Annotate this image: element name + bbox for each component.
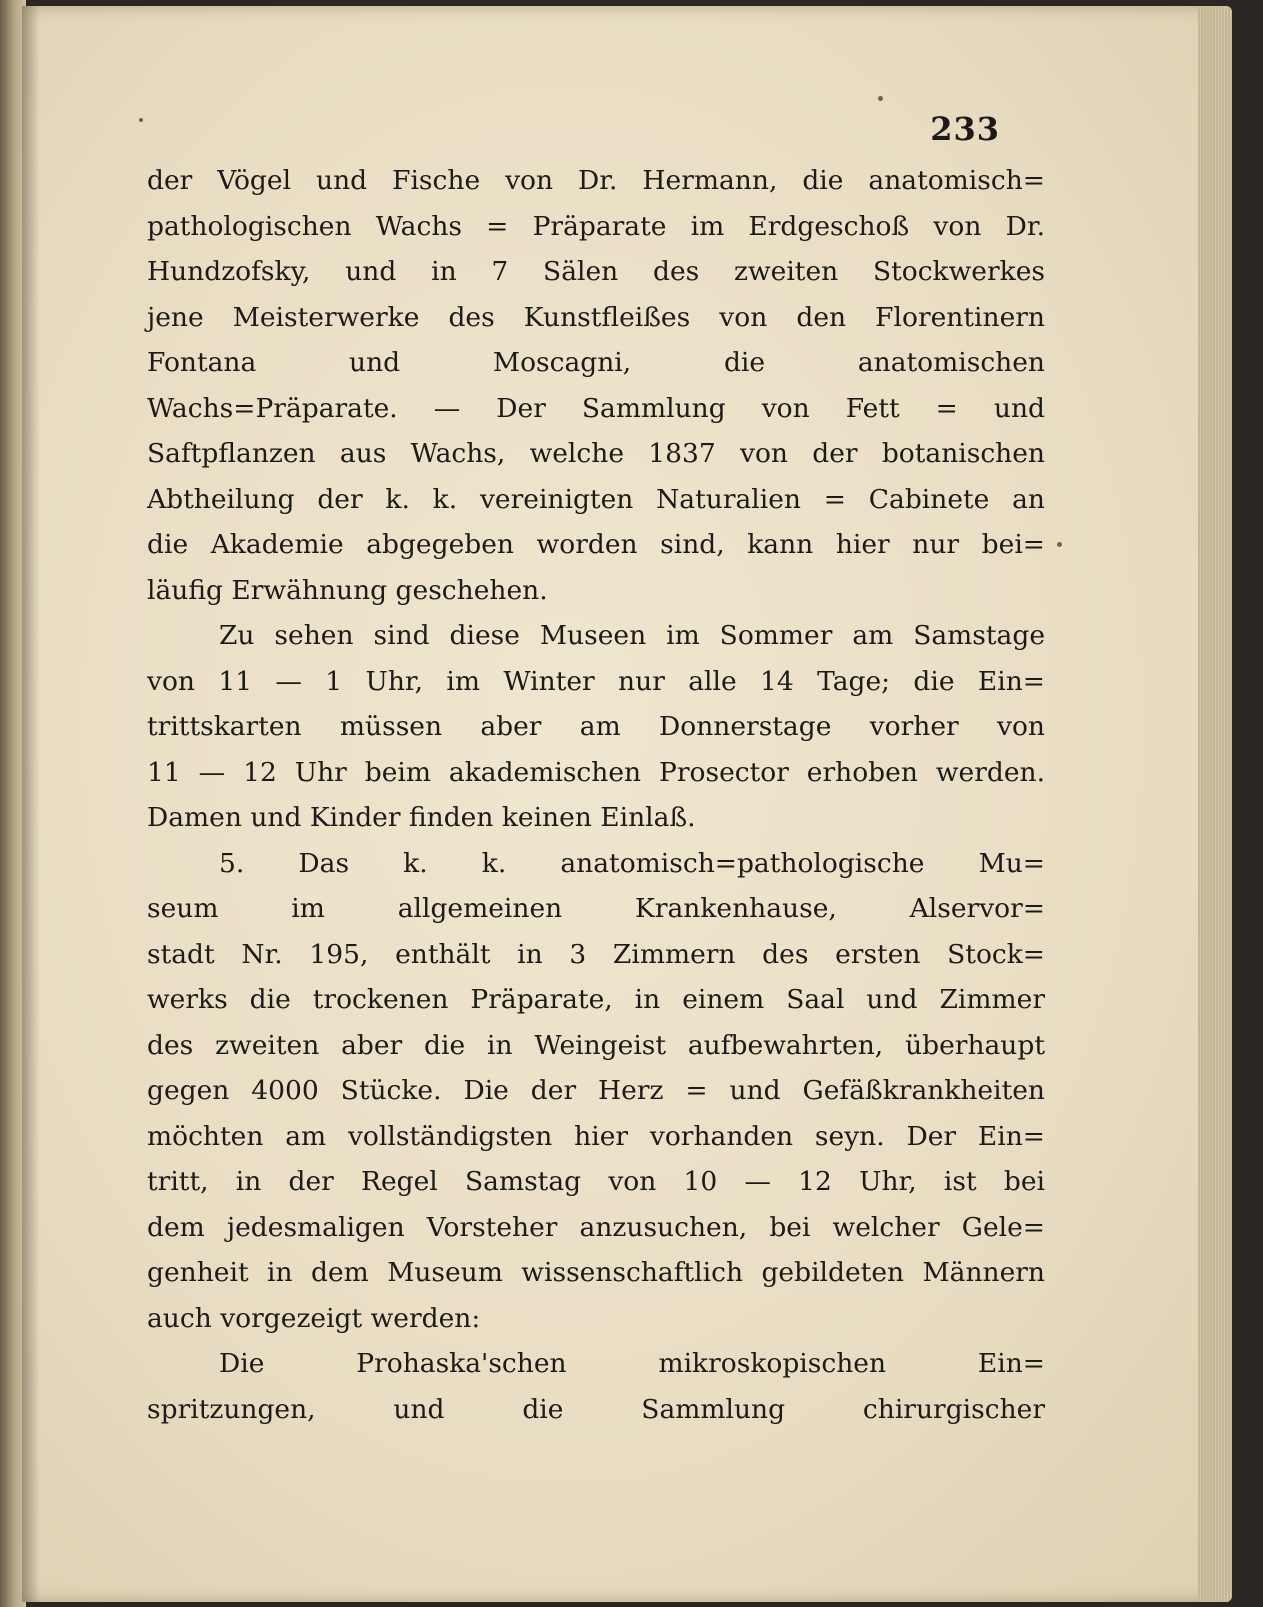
text-line: Die Prohaska'schen mikroskopischen Ein= — [219, 1348, 1045, 1379]
text-line: dem jedesmaligen Vorsteher anzusuchen, bei welcher Gele= — [147, 1211, 1045, 1243]
text-line: 11 — 12 Uhr beim akademischen Prosector erhoben werden. — [147, 756, 1045, 788]
text-line: werks die trockenen Präparate, in einem Saal und Zimmer — [147, 984, 1045, 1015]
text-line: des zweiten aber die in Weingeist aufbewahrten, überhaupt — [147, 1029, 1045, 1061]
book-page — [22, 6, 1232, 1602]
text-line: Saftpflanzen aus Wachs, welche 1837 von der botanischen — [147, 438, 1045, 469]
text-line: Hundzofsky, und in 7 Sälen des zweiten Stockwerkes — [147, 256, 1045, 287]
text-line: gegen 4000 Stücke. Die der Herz = und Gefäßkrankheiten — [147, 1075, 1045, 1106]
page-fore-edge — [1198, 6, 1232, 1602]
text-line: trittskarten müssen aber am Donnerstage vorher von — [147, 711, 1045, 742]
text-line: seum im allgemeinen Krankenhause, Alservor= — [147, 893, 1045, 924]
text-line: Fontana und Moscagni, die anatomischen — [147, 347, 1045, 378]
paper-speck — [878, 96, 883, 101]
text-line: pathologischen Wachs = Präparate im Erdgeschoß von Dr. — [147, 210, 1045, 242]
text-line: Abtheilung der k. k. vereinigten Naturalien = Cabinete an — [147, 483, 1045, 515]
text-line: Damen und Kinder finden keinen Einlaß. — [147, 802, 696, 833]
spine-shadow — [22, 6, 40, 1602]
text-line: stadt Nr. 195, enthält in 3 Zimmern des ersten Stock= — [147, 938, 1045, 970]
text-line: spritzungen, und die Sammlung chirurgischer — [147, 1393, 1045, 1425]
paper-speck — [139, 118, 143, 122]
text-line: die Akademie abgegeben worden sind, kann hier nur bei= — [147, 529, 1045, 560]
text-line: möchten am vollständigsten hier vorhanden seyn. Der Ein= — [147, 1120, 1045, 1152]
text-line: läufig Erwähnung geschehen. — [147, 574, 548, 606]
text-line: genheit in dem Museum wissenschaftlich gebildeten Männern — [147, 1257, 1045, 1288]
text-line: jene Meisterwerke des Kunstfleißes von den Florentinern — [147, 301, 1045, 333]
text-line: 5. Das k. k. anatomisch=pathologische Mu= — [219, 847, 1045, 879]
text-line: Zu sehen sind diese Museen im Sommer am Samstage — [219, 620, 1045, 651]
paper-speck — [1057, 542, 1062, 547]
text-line: auch vorgezeigt werden: — [147, 1302, 481, 1334]
body-text — [147, 158, 1045, 1432]
text-line: Wachs=Präparate. — Der Sammlung von Fett = und — [147, 392, 1045, 424]
text-line: tritt, in der Regel Samstag von 10 — 12 Uhr, ist bei — [147, 1166, 1045, 1197]
page-number: 233 — [930, 110, 1000, 148]
text-line: von 11 — 1 Uhr, im Winter nur alle 14 Tage; die Ein= — [147, 665, 1045, 697]
text-line: der Vögel und Fische von Dr. Hermann, die anatomisch= — [147, 165, 1045, 196]
